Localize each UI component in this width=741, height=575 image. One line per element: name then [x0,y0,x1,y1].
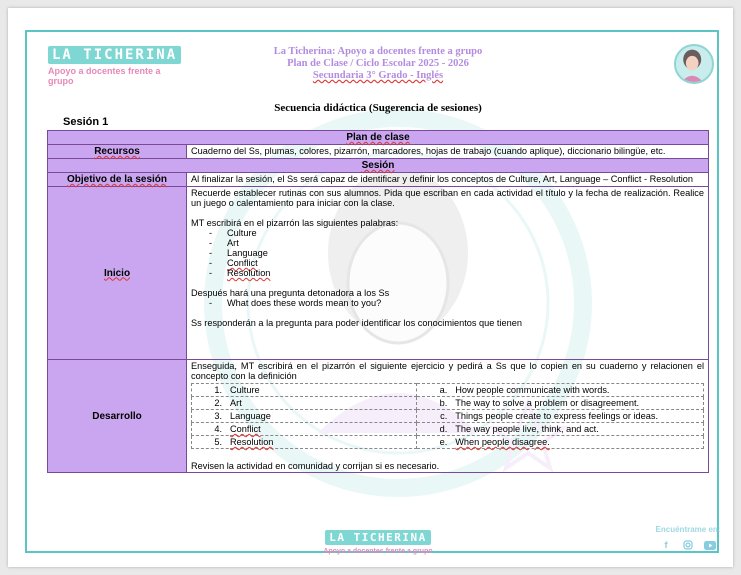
list-item: - Art [209,238,704,248]
plan-header: Plan de clase [48,131,709,145]
social-links [648,525,728,551]
avatar-icon [676,46,712,82]
lesson-plan-table [47,130,709,473]
inicio-word-list [191,228,704,278]
brand-name: LA TICHERINA [48,46,181,64]
avatar [674,44,714,84]
table-row: 2. Art b. The way to solve a problem or disagreement. [192,397,704,410]
table-row: 4. Conflict d. The way people live, think, and act. [192,423,704,436]
list-item: - What does these words mean to you? [209,298,704,308]
matching-table [191,383,704,449]
table-row: 1. Culture a. How people communicate with words. [192,384,704,397]
brand-tagline: Apoyo a docentes frente a grupo [48,66,161,86]
header-line-1: La Ticherina: Apoyo a docentes frente a grupo [273,46,483,57]
inicio-paragraph-3: Después hará una pregunta detonadora a los Ss [191,288,390,298]
youtube-icon[interactable] [704,539,716,551]
desarrollo-content [187,360,709,473]
recursos-text: Cuaderno del Ss, plumas, colores, pizarrón, marcadores, hojas de trabajo (cuando aplique), diccionario bilingüe, etc. [187,145,709,159]
recursos-label: Recursos [48,145,187,159]
inicio-paragraph-1: Recuerde establecer rutinas con sus alumnos. Pida que escriban en cada actividad el título y la fecha de realización. Realice un juego o calentamiento para iniciar con la clase. [191,188,704,208]
document-header [228,46,528,82]
document-page [8,8,733,567]
table-row: 3. Language c. Things people create to express feelings or ideas. [192,410,704,423]
session-label: Sesión 1 [63,116,109,128]
desarrollo-paragraph-1: Enseguida, MT escribirá en el pizarrón el siguiente ejercicio y pedirá a Ss que lo copien en su cuaderno y relacionen el concepto con la definición [191,361,704,381]
desarrollo-label: Desarrollo [48,360,187,473]
brand-logo [48,46,188,86]
list-item: - Culture [209,228,704,238]
footer-brand-tagline: Apoyo a docentes frente a grupo [323,548,433,555]
inicio-content [187,187,709,360]
list-item: - Conflict [209,258,704,268]
desarrollo-paragraph-2: Revisen la actividad en comunidad y corrijan si es necesario. [191,461,440,471]
inicio-paragraph-4: Ss responderán a la pregunta para poder identificar los conocimientos que tienen [191,318,522,328]
list-item: - Language [209,248,704,258]
inicio-label: Inicio [48,187,187,360]
footer-brand-name: LA TICHERINA [325,530,430,545]
instagram-icon[interactable] [682,539,694,551]
list-item: - Resolution [209,268,704,278]
header-line-2: Plan de Clase / Ciclo Escolar 2025 - 2026 [287,58,469,69]
sesion-header: Sesión [48,159,709,173]
sequence-title: Secuencia didáctica (Sugerencia de sesiones) [274,102,482,114]
footer-logo [308,528,448,555]
social-label: Encuéntrame en: [655,525,721,534]
objetivo-label: Objetivo de la sesión [48,173,187,187]
header-line-3: Secundaria 3° Grado - Inglés [312,70,444,81]
facebook-icon[interactable]: f [664,540,668,550]
inicio-paragraph-2: MT escribirá en el pizarrón las siguientes palabras: [191,218,399,228]
table-row: 5. Resolution e. When people disagree. [192,436,704,449]
inicio-question-list [191,298,704,308]
objetivo-text: Al finalizar la sesión, el Ss será capaz de identificar y definir los conceptos de Culture, Art, Language – Conflict - Resolution [187,173,709,187]
